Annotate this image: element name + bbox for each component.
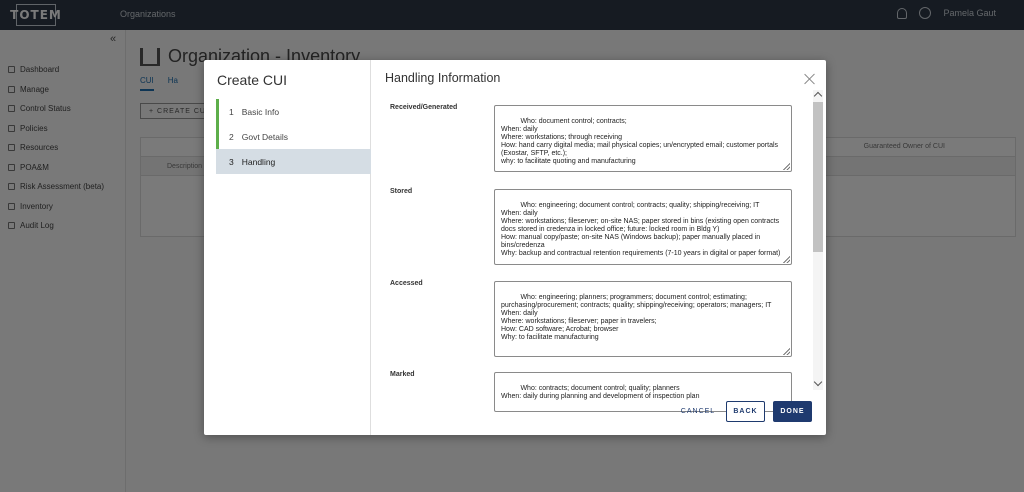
stored-textarea[interactable] xyxy=(494,189,792,265)
close-icon[interactable] xyxy=(804,73,816,85)
textarea-value: Who: engineering; planners; programmers; document control; estimating; purchasing/procurement; contracts; quality; shipping/receiving; operators; managers; IT When: daily Where: workstations; fileserver; paper in travelers; How: CAD software; Acrobat; browser Why: to facilitate manufacturing xyxy=(501,294,772,341)
textarea-value: Who: document control; contracts; When: daily Where: workstations; through receiving How: hand carry digital media; mail physical copies; un/encrypted email; customer portals (Exostar, SFTP, etc.); why: to facilitate quoting and manufacturing xyxy=(501,118,779,165)
step-label: Basic Info xyxy=(241,106,280,117)
step-handling[interactable] xyxy=(216,149,371,174)
step-basic-info[interactable] xyxy=(216,99,371,124)
field-label: Accessed xyxy=(390,280,423,287)
resize-grip-icon[interactable] xyxy=(782,162,790,170)
scrollbar-thumb[interactable] xyxy=(813,102,823,252)
step-number: 2 xyxy=(229,131,234,142)
modal-content xyxy=(371,60,826,435)
resize-grip-icon[interactable] xyxy=(782,347,790,355)
modal-title: Create CUI xyxy=(217,72,288,88)
received-generated-textarea[interactable] xyxy=(494,105,792,172)
handling-form xyxy=(371,93,825,400)
field-label: Stored xyxy=(390,188,413,195)
done-button[interactable]: DONE xyxy=(773,401,812,422)
modal-scrollbar[interactable] xyxy=(813,90,823,390)
step-number: 1 xyxy=(229,106,234,117)
step-govt-details[interactable] xyxy=(216,124,371,149)
modal-footer xyxy=(678,401,812,422)
wizard-steps xyxy=(216,99,371,174)
step-label: Handling xyxy=(241,156,276,167)
accessed-textarea[interactable] xyxy=(494,281,792,357)
cancel-button[interactable]: CANCEL xyxy=(678,401,718,422)
field-label: Received/Generated xyxy=(390,104,458,111)
back-button[interactable]: BACK xyxy=(726,401,765,422)
wizard-nav xyxy=(204,60,371,435)
step-label: Govt Details xyxy=(241,131,289,142)
resize-grip-icon[interactable] xyxy=(782,255,790,263)
textarea-value: Who: engineering; document control; contracts; quality; shipping/receiving; IT When: daily Where: workstations; fileserver; on-site NAS; paper stored in bins (existing open contracts docs stored in credenza in locked office; future: locked room in Bldg Y) How: manual copy/paste; on-site NAS (Windows backup); paper manually placed in bins/credenza Why: backup and contractual retention requirements (7-10 years in digital or paper format) xyxy=(501,202,781,257)
field-label: Marked xyxy=(390,371,415,378)
create-cui-modal xyxy=(204,60,826,435)
textarea-value: Who: contracts; document control; quality; planners When: daily during planning and development of inspection plan xyxy=(501,385,700,400)
step-number: 3 xyxy=(229,156,234,167)
content-title: Handling Information xyxy=(385,71,501,85)
